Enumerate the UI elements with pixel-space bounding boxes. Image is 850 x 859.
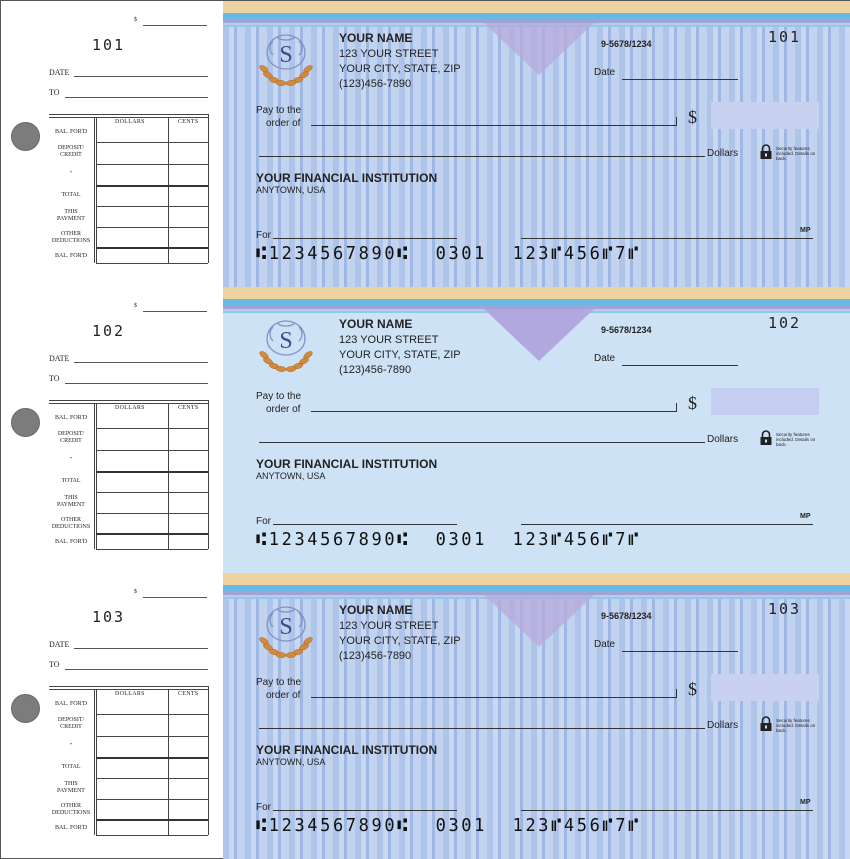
stub-to-label: TO <box>49 88 60 97</box>
ledger-divider <box>208 686 209 835</box>
ledger-row-label: TOTAL <box>61 192 81 198</box>
account-phone: (123)456-7890 <box>339 78 412 90</box>
account-city: YOUR CITY, STATE, ZIP <box>339 635 461 647</box>
order-of-label: order of <box>266 404 301 415</box>
signature-field[interactable] <box>521 238 813 239</box>
ledger-cents-header: CENTS <box>178 405 199 411</box>
ledger-row-label: THIS PAYMENT <box>57 495 85 508</box>
monogram-logo-icon <box>255 31 317 93</box>
pay-to-label: Pay to the <box>256 391 302 402</box>
bank-city: ANYTOWN, USA <box>256 757 326 767</box>
payee-field[interactable] <box>311 125 677 126</box>
ledger-row-rule <box>96 714 208 715</box>
logo-letter: S <box>279 42 293 68</box>
ledger-row-label: BAL. FOR'D <box>54 539 88 545</box>
fractional-routing: 9-5678/1234 <box>601 325 652 335</box>
ledger-row-rule <box>96 513 208 514</box>
ledger-rule <box>49 117 208 118</box>
payee-field[interactable] <box>311 697 677 698</box>
date-field[interactable] <box>622 365 738 366</box>
ledger-divider <box>94 689 95 835</box>
date-label: Date <box>594 639 616 650</box>
account-city: YOUR CITY, STATE, ZIP <box>339 63 461 75</box>
ledger-row-rule <box>96 819 208 821</box>
stub-number: 101 <box>92 36 126 54</box>
pay-to-label: Pay to the <box>256 677 302 688</box>
stub-to-label: TO <box>49 660 60 669</box>
check-3 <box>223 573 850 859</box>
ledger-cents-header: CENTS <box>178 119 199 125</box>
bank-name: YOUR FINANCIAL INSTITUTION <box>256 171 438 185</box>
ledger-divider <box>96 403 97 549</box>
top-band <box>223 573 850 585</box>
amount-box[interactable] <box>711 674 819 701</box>
ledger-row-label: BAL. FOR'D <box>54 415 88 421</box>
ledger-divider <box>96 689 97 835</box>
stub-to-line[interactable] <box>65 669 208 670</box>
ledger-row-label: DEPOSIT/ CREDIT <box>57 431 85 444</box>
stub-date-label: DATE <box>49 68 70 77</box>
mp-security-mark: MP <box>800 513 811 520</box>
ledger-row-rule <box>96 471 208 473</box>
ledger-divider <box>94 403 95 549</box>
ledger-row-label: DEPOSIT/ CREDIT <box>57 717 85 730</box>
stub-dollar-sign: $ <box>134 589 137 595</box>
memo-field[interactable] <box>273 810 457 811</box>
security-features-note: Security features included. Details on back. <box>776 146 816 161</box>
chevron-decoration <box>484 23 594 75</box>
ledger-row-rule <box>96 428 208 429</box>
check-number: 102 <box>768 314 802 332</box>
ledger-row-label: " <box>69 171 73 177</box>
ledger-row-label: THIS PAYMENT <box>57 781 85 794</box>
ledger-row-rule <box>96 549 208 550</box>
ledger-row-label: BAL. FOR'D <box>54 825 88 831</box>
ledger-row-label: " <box>69 457 73 463</box>
ledger-row-rule <box>96 142 208 143</box>
monogram-logo-icon <box>255 317 317 379</box>
ledger-row-label: BAL. FOR'D <box>54 701 88 707</box>
written-amount-field[interactable] <box>259 442 705 443</box>
account-city: YOUR CITY, STATE, ZIP <box>339 349 461 361</box>
bank-city: ANYTOWN, USA <box>256 185 326 195</box>
micr-line: ⑆1234567890⑆ 0301 123⑈456⑈7⑈ <box>256 529 641 551</box>
ledger-divider <box>168 117 169 263</box>
binder-hole-icon <box>11 694 40 723</box>
ledger-rule <box>49 686 208 687</box>
stub-date-line[interactable] <box>74 76 208 77</box>
ledger-row-label: DEPOSIT/ CREDIT <box>57 145 85 158</box>
ledger-rule <box>49 114 208 115</box>
account-phone: (123)456-7890 <box>339 364 412 376</box>
lock-icon <box>759 430 773 446</box>
fractional-routing: 9-5678/1234 <box>601 611 652 621</box>
top-band <box>223 1 850 13</box>
date-field[interactable] <box>622 651 738 652</box>
ledger-cents-header: CENTS <box>178 691 199 697</box>
ledger-divider <box>208 114 209 263</box>
top-band <box>223 287 850 299</box>
ledger-row-label: " <box>69 743 73 749</box>
check-stub-1 <box>1 1 223 287</box>
ledger-row-label: THIS PAYMENT <box>57 209 85 222</box>
account-street: 123 YOUR STREET <box>339 334 439 346</box>
memo-field[interactable] <box>273 524 457 525</box>
written-amount-field[interactable] <box>259 156 705 157</box>
ledger-row-label: BAL. FOR'D <box>54 253 88 259</box>
ledger-row-label: BAL. FOR'D <box>54 129 88 135</box>
mp-security-mark: MP <box>800 227 811 234</box>
ledger-divider <box>96 117 97 263</box>
order-of-label: order of <box>266 118 301 129</box>
ledger-row-rule <box>96 206 208 207</box>
dollars-label: Dollars <box>707 434 739 445</box>
check-2 <box>223 287 850 573</box>
ledger-dollars-header: DOLLARS <box>115 119 145 125</box>
stub-date-line[interactable] <box>74 362 208 363</box>
ledger-divider <box>168 403 169 549</box>
date-label: Date <box>594 353 616 364</box>
ledger-row-label: OTHER DEDUCTIONS <box>51 231 91 244</box>
stub-number: 102 <box>92 322 126 340</box>
ledger-divider <box>94 117 95 263</box>
account-holder-name: YOUR NAME <box>339 603 413 617</box>
payee-field[interactable] <box>311 411 677 412</box>
dollars-label: Dollars <box>707 148 739 159</box>
ledger-row-rule <box>96 185 208 187</box>
ledger-row-rule <box>96 533 208 535</box>
written-amount-field[interactable] <box>259 728 705 729</box>
memo-field[interactable] <box>273 238 457 239</box>
dollar-sign: $ <box>688 679 697 699</box>
check-number: 103 <box>768 600 802 618</box>
account-holder-name: YOUR NAME <box>339 31 413 45</box>
ledger-row-rule <box>96 778 208 779</box>
check-stub-3 <box>1 573 223 859</box>
stub-dollar-sign: $ <box>134 303 137 309</box>
signature-field[interactable] <box>521 810 813 811</box>
dollar-sign: $ <box>688 393 697 413</box>
ledger-rule <box>49 689 208 690</box>
lock-icon <box>759 144 773 160</box>
stub-dollar-sign: $ <box>134 17 137 23</box>
ledger-row-label: OTHER DEDUCTIONS <box>51 803 91 816</box>
stub-date-label: DATE <box>49 640 70 649</box>
ledger-row-label: OTHER DEDUCTIONS <box>51 517 91 530</box>
logo-letter: S <box>279 328 293 354</box>
ledger-row-rule <box>96 799 208 800</box>
check-1 <box>223 1 850 287</box>
check-number: 101 <box>768 28 802 46</box>
logo-letter: S <box>279 614 293 640</box>
chevron-decoration <box>484 309 594 361</box>
stub-number: 103 <box>92 608 126 626</box>
ledger-dollars-header: DOLLARS <box>115 691 145 697</box>
ledger-row-label: TOTAL <box>61 478 81 484</box>
ledger-row-rule <box>96 263 208 264</box>
payee-line-end <box>676 403 677 412</box>
ledger-row-rule <box>96 757 208 759</box>
dollars-label: Dollars <box>707 720 739 731</box>
binder-hole-icon <box>11 408 40 437</box>
account-street: 123 YOUR STREET <box>339 620 439 632</box>
account-holder-name: YOUR NAME <box>339 317 413 331</box>
micr-line: ⑆1234567890⑆ 0301 123⑈456⑈7⑈ <box>256 243 641 265</box>
bank-name: YOUR FINANCIAL INSTITUTION <box>256 743 438 757</box>
stub-amount-line[interactable] <box>143 311 207 312</box>
ledger-row-rule <box>96 227 208 228</box>
dollar-sign: $ <box>688 107 697 127</box>
stub-date-line[interactable] <box>74 648 208 649</box>
ledger-dollars-header: DOLLARS <box>115 405 145 411</box>
memo-label: For <box>256 230 271 241</box>
bank-name: YOUR FINANCIAL INSTITUTION <box>256 457 438 471</box>
ledger-rule <box>49 400 208 401</box>
micr-line: ⑆1234567890⑆ 0301 123⑈456⑈7⑈ <box>256 815 641 837</box>
mp-security-mark: MP <box>800 799 811 806</box>
account-street: 123 YOUR STREET <box>339 48 439 60</box>
bank-city: ANYTOWN, USA <box>256 471 326 481</box>
payee-line-end <box>676 117 677 126</box>
date-field[interactable] <box>622 79 738 80</box>
account-phone: (123)456-7890 <box>339 650 412 662</box>
ledger-row-rule <box>96 450 208 451</box>
lock-icon <box>759 716 773 732</box>
ledger-row-rule <box>96 247 208 249</box>
ledger-row-rule <box>96 492 208 493</box>
amount-box[interactable] <box>711 388 819 415</box>
ledger-divider <box>168 689 169 835</box>
ledger-row-rule <box>96 835 208 836</box>
fractional-routing: 9-5678/1234 <box>601 39 652 49</box>
memo-label: For <box>256 802 271 813</box>
chevron-decoration <box>484 595 594 647</box>
payee-line-end <box>676 689 677 698</box>
security-features-note: Security features included. Details on back. <box>776 432 816 447</box>
ledger-row-label: TOTAL <box>61 764 81 770</box>
binder-hole-icon <box>11 122 40 151</box>
amount-box[interactable] <box>711 102 819 129</box>
ledger-rule <box>49 403 208 404</box>
monogram-logo-icon <box>255 603 317 665</box>
stub-to-line[interactable] <box>65 97 208 98</box>
ledger-row-rule <box>96 164 208 165</box>
signature-field[interactable] <box>521 524 813 525</box>
stub-date-label: DATE <box>49 354 70 363</box>
date-label: Date <box>594 67 616 78</box>
stub-amount-line[interactable] <box>143 25 207 26</box>
pay-to-label: Pay to the <box>256 105 302 116</box>
ledger-row-rule <box>96 736 208 737</box>
order-of-label: order of <box>266 690 301 701</box>
stub-amount-line[interactable] <box>143 597 207 598</box>
stub-to-label: TO <box>49 374 60 383</box>
check-stub-2 <box>1 287 223 573</box>
stub-to-line[interactable] <box>65 383 208 384</box>
security-features-note: Security features included. Details on back. <box>776 718 816 733</box>
memo-label: For <box>256 516 271 527</box>
ledger-divider <box>208 400 209 549</box>
